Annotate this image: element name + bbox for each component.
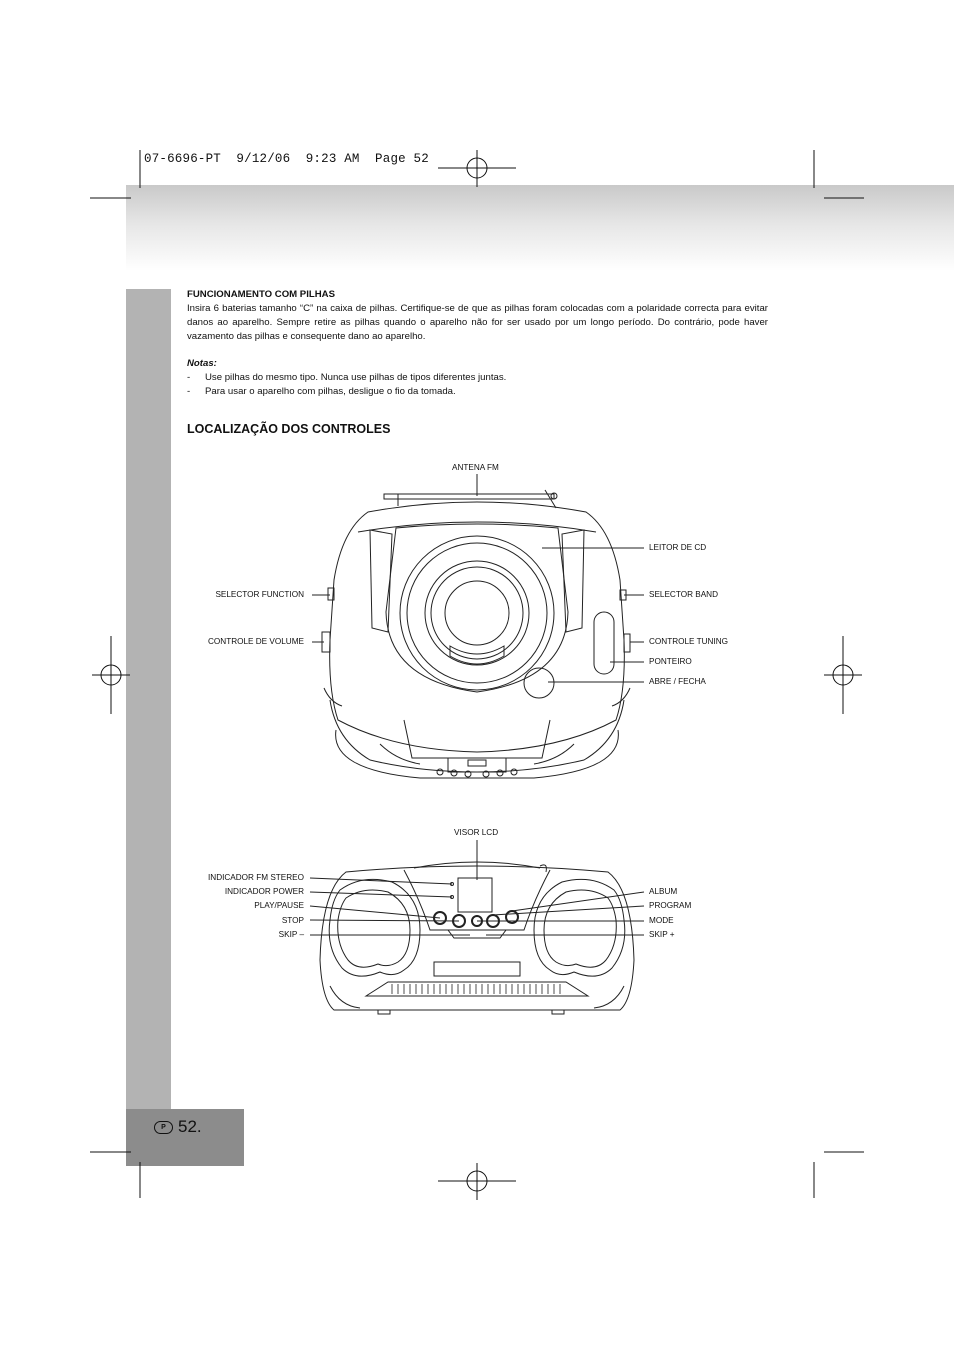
note-text: Use pilhas do mesmo tipo. Nunca use pilhas de tipos diferentes juntas.	[205, 372, 507, 383]
label-visor-lcd: VISOR LCD	[454, 828, 499, 837]
label-album: ALBUM	[649, 887, 678, 896]
label-controle-volume: CONTROLE DE VOLUME	[208, 637, 304, 646]
label-controle-tuning: CONTROLE TUNING	[649, 637, 729, 646]
page-number-value: 52.	[178, 1117, 202, 1136]
controls-heading: LOCALIZAÇÃO DOS CONTROLES	[187, 422, 391, 436]
label-indicador-power: INDICADOR POWER	[224, 887, 304, 896]
note-dash: -	[187, 372, 191, 383]
label-stop: STOP	[281, 916, 304, 925]
print-slug: 07-6696-PT 9/12/06 9:23 AM Page 52	[144, 152, 429, 166]
label-selector-function: SELECTOR FUNCTION	[215, 590, 304, 599]
label-antena-fm: ANTENA FM	[452, 463, 499, 472]
section-heading: FUNCIONAMENTO COM PILHAS	[187, 289, 335, 300]
label-mode: MODE	[649, 916, 674, 925]
language-badge: P	[154, 1121, 173, 1134]
label-ponteiro: PONTEIRO	[649, 657, 692, 666]
label-play-pause: PLAY/PAUSE	[254, 901, 304, 910]
label-program: PROGRAM	[649, 901, 692, 910]
label-leitor-cd: LEITOR DE CD	[649, 543, 707, 552]
note-dash: -	[187, 386, 191, 397]
label-skip-minus: SKIP –	[278, 930, 304, 939]
label-indicador-fm-stereo: INDICADOR FM STEREO	[208, 873, 304, 882]
note-text: Para usar o aparelho com pilhas, desligue o fio da tomada.	[205, 386, 456, 397]
label-skip-plus: SKIP +	[649, 930, 675, 939]
label-abre-fecha: ABRE / FECHA	[649, 677, 706, 686]
notes-title: Notas:	[187, 358, 217, 369]
section-paragraph: Insira 6 baterias tamanho “C” na caixa de pilhas. Certifique-se de que as pilhas foram colocadas com a polaridade correcta para evitar danos ao aparelho. Sempre retire as pilhas quando o aparelho não for ser usado por um longo período. Do contrário, pode haver vazamento das pilhas e consequente dano ao aparelho.	[187, 303, 768, 342]
label-selector-band: SELECTOR BAND	[649, 590, 719, 599]
